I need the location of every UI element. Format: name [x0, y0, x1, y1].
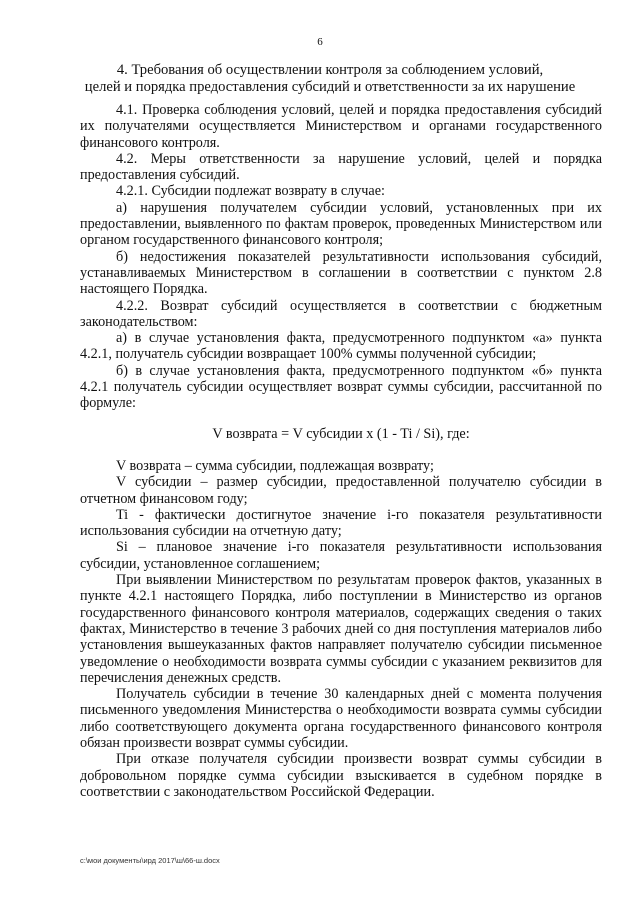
document-body [80, 102, 602, 800]
paragraph-4-2-2: 4.2.2. Возврат субсидий осуществляется в соответствии с бюджетным законодательством: [80, 297, 602, 330]
paragraph-4-2-1-a: а) нарушения получателем субсидии условий, установленных при их предоставлении, выявленного по фактам проверок, проведенных Министерством или органом государственного финансового контроля; [80, 199, 602, 249]
paragraph-notification: При выявлении Министерством по результатам проверок фактов, указанных в пункте 4.2.1 настоящего Порядка, либо поступлении в Министерство из органов государственного финансового контроля материалов, содержащих сведения о таких фактах, Министерство в течение 3 рабочих дней со дня поступления материалов либо установления вышеуказанных фактов направляет получателю субсидии письменное уведомление о необходимости возврата суммы субсидии с указанием реквизитов для перечисления денежных средств. [80, 572, 602, 686]
paragraph-4-2: 4.2. Меры ответственности за нарушение условий, целей и порядка предоставления субсидий. [80, 150, 602, 184]
paragraph-4-1: 4.1. Проверка соблюдения условий, целей и порядка предоставления субсидий их получателями осуществляется Министерством и органами государственного финансового контроля. [80, 102, 602, 151]
section-heading [80, 62, 580, 96]
paragraph-4-2-1-b: б) недостижения показателей результативности использования субсидий, устанавливаемых Министерством в соглашении в соответствии с пунктом 2.8 настоящего Порядка. [80, 248, 602, 298]
page-number: 6 [317, 36, 323, 48]
paragraph-court-recovery: При отказе получателя субсидии произвести возврат суммы субсидии в добровольном порядке сумма субсидии взыскивается в судебном порядке в соответствии с законодательством Российской Федерации. [80, 751, 602, 800]
refund-formula: V возврата = V субсидии x (1 - Ti / Si), где: [212, 425, 470, 442]
paragraph-4-2-2-b: б) в случае установления факта, предусмотренного подпунктом «б» пункта 4.2.1 получатель субсидии осуществляет возврат суммы субсидии, рассчитанной по формуле: [80, 362, 602, 412]
file-path-footer: c:\мои документы\ирд 2017\ш\66-ш.docx [80, 856, 220, 865]
definition-si: Si – плановое значение i-го показателя результативности использования субсидии, установленное соглашением; [80, 539, 602, 572]
paragraph-4-2-1: 4.2.1. Субсидии подлежат возврату в случае: [116, 183, 385, 200]
section-heading-line-1: 4. Требования об осуществлении контроля за соблюдением условий, [116, 62, 544, 78]
paragraph-4-2-2-a: а) в случае установления факта, предусмотренного подпунктом «а» пункта 4.2.1, получатель субсидии возвращает 100% суммы полученной субсидии; [80, 330, 602, 363]
paragraph-refund-deadline: Получатель субсидии в течение 30 календарных дней с момента получения письменного уведомления Министерства о необходимости возврата суммы субсидии либо соответствующего документа органа государственного финансового контроля обязан произвести возврат суммы субсидии. [80, 686, 602, 751]
section-heading-line-2: целей и порядка предоставления субсидий и ответственности за их нарушение [84, 79, 576, 95]
definition-v-subsidy: V субсидии – размер субсидии, предоставленной получателю субсидии в отчетном финансовом году; [80, 474, 602, 507]
definition-v-refund: V возврата – сумма субсидии, подлежащая возврату; [116, 457, 434, 474]
definition-ti: Ti - фактически достигнутое значение i-го показателя результативности использования субсидии на отчетную дату; [80, 506, 602, 540]
